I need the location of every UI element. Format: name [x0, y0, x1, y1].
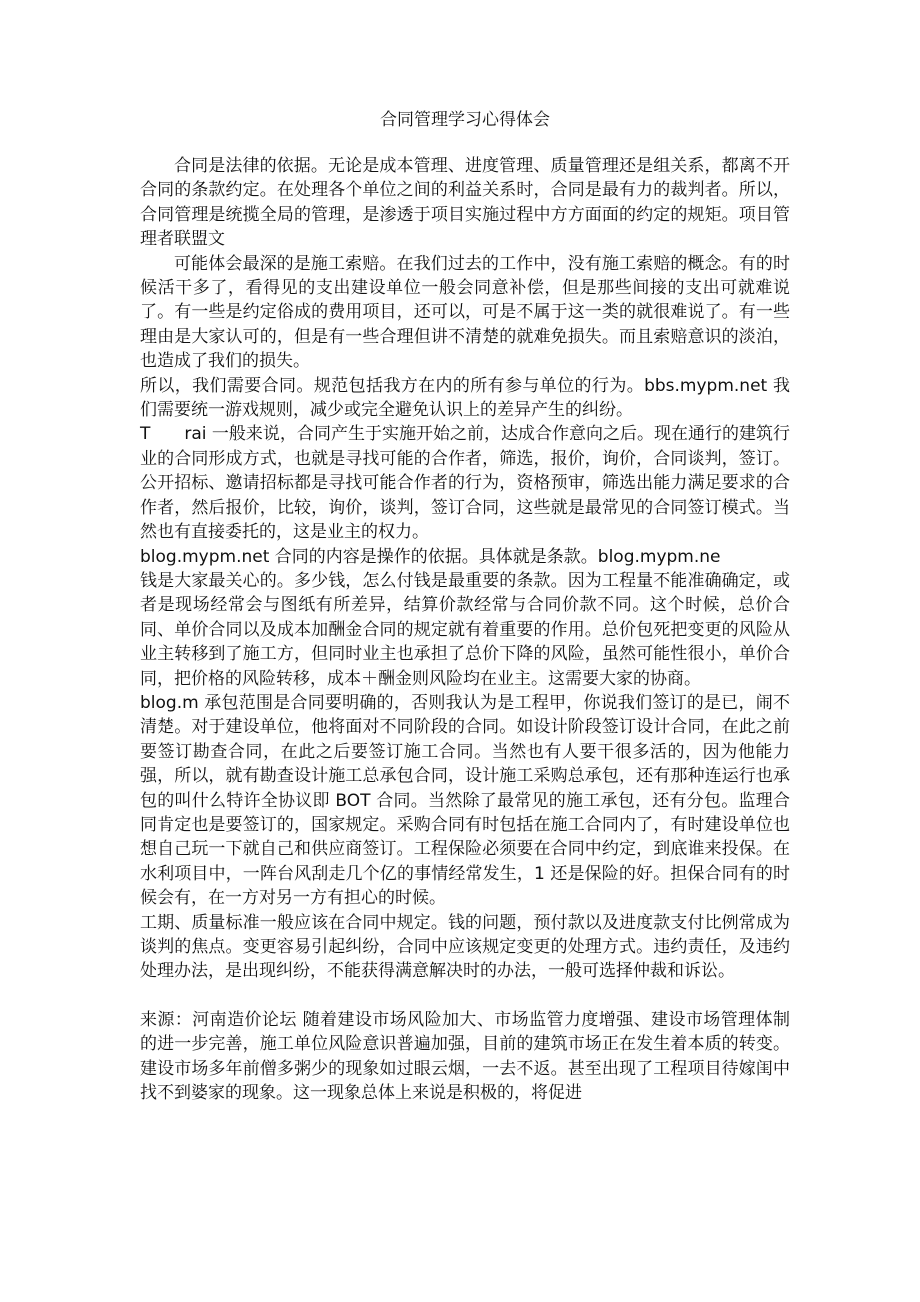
paragraph-4: T rai 一般来说，合同产生于实施开始之前，达成合作意向之后。现在通行的建筑行业的合同形成方式，也就是寻找可能的合作者，筛选，报价，询价，合同谈判，签订。公开招标、邀请招标都是寻找可能合作者的行为，资格预审，筛选出能力满足要求的合作者，然后报价，比较，询价，谈判，签订合同，这些就是最常见的合同签订模式。当然也有直接委托的，这是业主的权力。	[140, 424, 790, 543]
paragraph-9: 来源：河南造价论坛 随着建设市场风险加大、市场监管力度增强、建设市场管理体制的进一步完善，施工单位风险意识普遍加强，目前的建筑市场正在发生着本质的转变。建设市场多年前僧多粥少的现象如过眼云烟，一去不返。甚至出现了工程项目待嫁闺中找不到婆家的现象。这一现象总体上来说是积极的，将促进	[140, 1009, 790, 1104]
paragraph-spacer	[140, 984, 790, 1008]
paragraph-6: 钱是大家最关心的。多少钱，怎么付钱是最重要的条款。因为工程量不能准确确定，或者是现场经常会与图纸有所差异，结算价款经常与合同价款不同。这个时候，总价合同、单价合同以及成本加酬金合同的规定就有着重要的作用。总价包死把变更的风险从业主转移到了施工方，但同时业主也承担了总价下降的风险，虽然可能性很小，单价合同，把价格的风险转移，成本＋酬金则风险均在业主。这需要大家的协商。	[140, 570, 790, 689]
paragraph-5: blog.mypm.net 合同的内容是操作的依据。具体就是条款。blog.mypm.ne	[140, 546, 721, 567]
paragraph-1: 合同是法律的依据。无论是成本管理、进度管理、质量管理还是组关系，都离不开合同的条款约定。在处理各个单位之间的利益关系时，合同是最有力的裁判者。所以，合同管理是统揽全局的管理，是渗透于项目实施过程中方方面面的约定的规矩。项目管理者联盟文	[140, 156, 790, 250]
paragraph-2: 可能体会最深的是施工索赔。在我们过去的工作中，没有施工索赔的概念。有的时候活干多了，看得见的支出建设单位一般会同意补偿，但是那些间接的支出可就难说了。有一些是约定俗成的费用项目，还可以，可是不属于这一类的就很难说了。有一些理由是大家认可的，但是有一些合理但讲不清楚的就难免损失。而且索赔意识的淡泊，也造成了我们的损失。	[140, 253, 790, 372]
paragraph-7: blog.m 承包范围是合同要明确的，否则我认为是工程甲，你说我们签订的是已，闹不清楚。对于建设单位，他将面对不同阶段的合同。如设计阶段签订设计合同，在此之前要签订勘查合同，在此之后要签订施工合同。当然也有人要干很多活的，因为他能力强，所以，就有勘查设计施工总承包合同，设计施工采购总承包，还有那种连运行也承包的叫什么特许全协议即 BOT 合同。当然除了最常见的施工承包，还有分包。监理合同肯定也是要签订的，国家规定。采购合同有时包括在施工合同内了，有时建设单位也想自己玩一下就自己和供应商签订。工程保险必须要在合同中约定，到底谁来投保。在水利项目中，一阵台风刮走几个亿的事情经常发生，1 还是保险的好。担保合同有的时候会有，在一方对另一方有担心的时候。	[140, 692, 790, 909]
paragraph-3: 所以，我们需要合同。规范包括我方在内的所有参与单位的行为。bbs.mypm.net 我们需要统一游戏规则，减少或完全避免认识上的差异产生的纠纷。	[140, 375, 790, 421]
document-title: 合同管理学习心得体会	[380, 110, 550, 130]
paragraph-8: 工期、质量标准一般应该在合同中规定。钱的问题，预付款以及进度款支付比例常成为谈判的焦点。变更容易引起纠纷，合同中应该规定变更的处理方式。违约责任，及违约处理办法，是出现纠纷，不能获得满意解决时的办法，一般可选择仲裁和诉讼。	[140, 912, 790, 982]
